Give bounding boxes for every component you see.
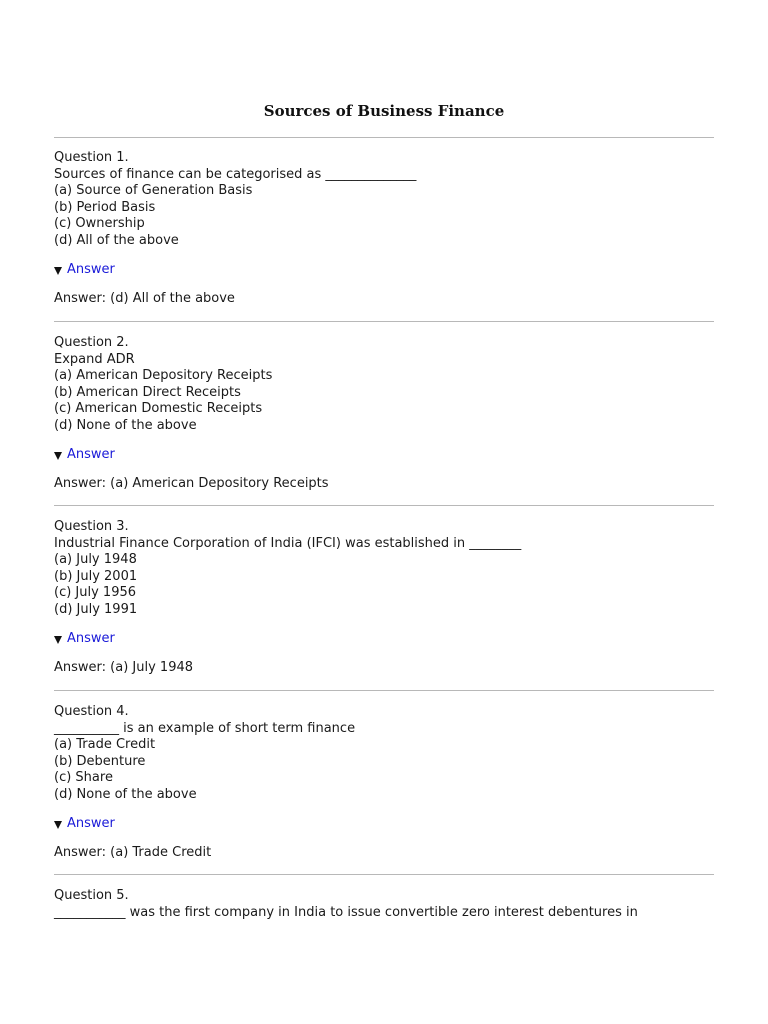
option-c: (c) Share [54,770,113,785]
option-a: (a) Source of Generation Basis [54,183,253,198]
question-2 [54,335,714,493]
option-c: (c) Ownership [54,216,145,231]
option-d: (d) All of the above [54,232,179,248]
option-a: (a) American Depository Receipts [54,368,273,383]
answer-text: Answer: (a) Trade Credit [54,845,212,860]
option-a: (a) Trade Credit [54,737,156,752]
answer-text: Answer: (d) All of the above [54,291,235,306]
triangle-down-icon [54,636,62,644]
triangle-down-icon [54,267,62,275]
question-text: Expand ADR [54,351,135,367]
divider [54,505,714,506]
answer-toggle[interactable] [54,816,714,832]
answer-text: Answer: (a) American Depository Receipts [54,476,329,491]
option-b: (b) Period Basis [54,199,156,215]
question-5 [54,888,714,921]
option-d: (d) July 1991 [54,601,138,617]
question-number: Question 5. [54,888,129,903]
question-text: Sources of finance can be categorised as ______________ [54,166,417,182]
divider [54,321,714,322]
answer-toggle[interactable] [54,631,714,647]
answer-toggle[interactable] [54,447,714,463]
option-c: (c) July 1956 [54,585,137,600]
answer-text: Answer: (a) July 1948 [54,660,194,675]
question-text: Industrial Finance Corporation of India (IFCI) was established in ________ [54,535,522,551]
option-a: (a) July 1948 [54,552,137,567]
answer-link[interactable]: Answer [67,261,115,277]
page-title: Sources of Business Finance [263,102,505,120]
question-3 [54,519,714,677]
question-number: Question 2. [54,335,129,350]
triangle-down-icon [54,821,62,829]
question-text: ___________ was the first company in India to issue convertible zero interest debentures in [54,904,638,920]
answer-link[interactable]: Answer [67,446,115,462]
option-c: (c) American Domestic Receipts [54,401,263,416]
divider [54,690,714,691]
answer-link[interactable]: Answer [67,815,115,831]
option-d: (d) None of the above [54,417,197,433]
divider [54,874,714,875]
option-d: (d) None of the above [54,786,197,802]
question-number: Question 3. [54,519,129,534]
option-b: (b) American Direct Receipts [54,384,241,400]
question-4 [54,704,714,862]
option-b: (b) July 2001 [54,568,138,584]
question-number: Question 4. [54,704,129,719]
triangle-down-icon [54,452,62,460]
question-number: Question 1. [54,150,129,165]
answer-toggle[interactable] [54,262,714,278]
question-text: __________ is an example of short term finance [54,720,356,736]
divider [54,137,714,138]
answer-link[interactable]: Answer [67,630,115,646]
option-b: (b) Debenture [54,753,146,769]
question-1 [54,150,714,308]
